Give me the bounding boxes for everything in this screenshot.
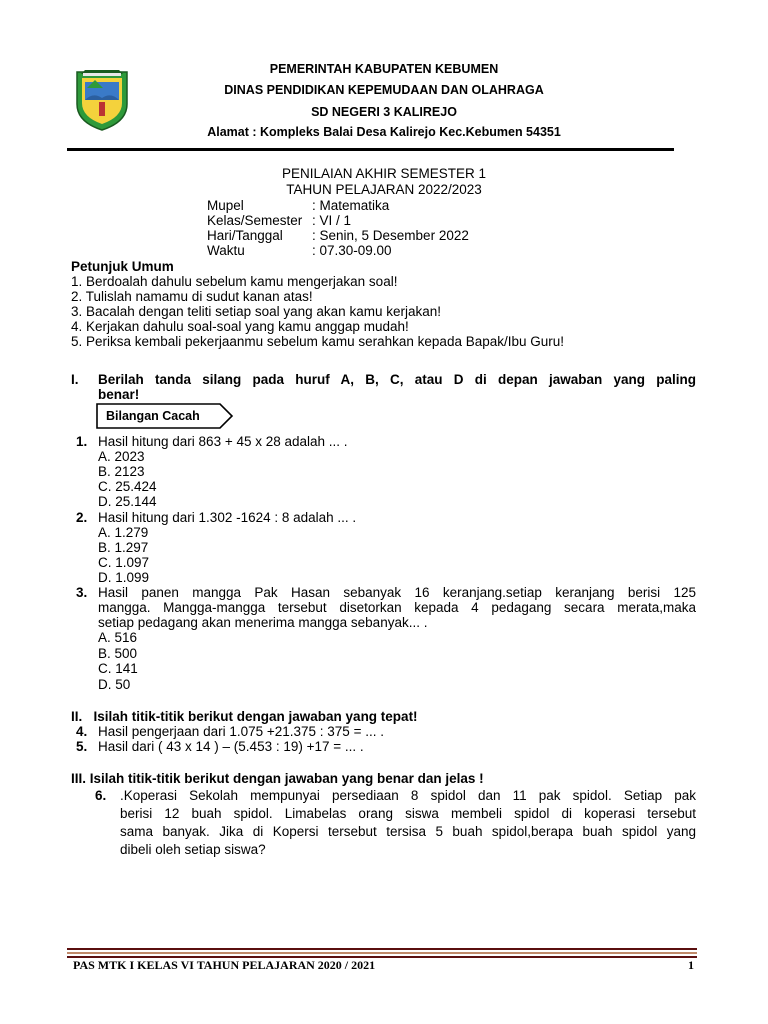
answer-option: A. 2023 <box>98 449 145 464</box>
instruction-item: 4. Kerjakan dahulu soal-soal yang kamu anggap mudah! <box>71 319 409 334</box>
answer-option: D. 25.144 <box>98 494 157 509</box>
instruction-item: 1. Berdoalah dahulu sebelum kamu mengerjakan soal! <box>71 274 398 289</box>
meta-value-subject: : Matematika <box>312 198 390 213</box>
answer-option: B. 500 <box>98 646 138 661</box>
instruction-item: 5. Periksa kembali pekerjaanmu sebelum kamu serahkan kepada Bapak/Ibu Guru! <box>71 334 565 349</box>
header-school: SD NEGERI 3 KALIREJO <box>311 105 457 119</box>
meta-value-date: : Senin, 5 Desember 2022 <box>312 228 469 243</box>
answer-option: A. 1.279 <box>98 525 149 540</box>
question-number: 6. <box>95 788 107 803</box>
answer-option: C. 25.424 <box>98 479 157 494</box>
header-department: DINAS PENDIDIKAN KEPEMUDAAN DAN OLAHRAGA <box>224 83 544 97</box>
header-address: Alamat : Kompleks Balai Desa Kalirejo Kec.Kebumen 54351 <box>207 125 561 139</box>
question-number: 5. <box>76 739 88 754</box>
instructions-heading: Petunjuk Umum <box>71 259 174 274</box>
meta-label-class: Kelas/Semester <box>207 213 303 228</box>
question-text: Hasil hitung dari 863 + 45 x 28 adalah ... . <box>98 434 348 449</box>
meta-value-class: : VI / 1 <box>312 213 352 228</box>
question-text: setiap pedagang akan menerima mangga sebanyak... . <box>98 615 428 630</box>
question-number: 2. <box>76 510 88 525</box>
answer-option: C. 1.097 <box>98 555 150 570</box>
instruction-item: 3. Bacalah dengan teliti setiap soal yang akan kamu kerjakan! <box>71 304 441 319</box>
question-text: Hasil panen mangga Pak Hasan sebanyak 16 keranjang.setiap keranjang berisi 125 <box>98 585 696 600</box>
topic-label: Bilangan Cacah <box>106 409 200 423</box>
answer-option: C. 141 <box>98 661 138 676</box>
question-number: 4. <box>76 724 88 739</box>
question-text: dibeli oleh setiap siswa? <box>120 842 266 857</box>
meta-label-time: Waktu <box>207 243 245 258</box>
answer-option: D. 1.099 <box>98 570 150 585</box>
meta-label-date: Hari/Tanggal <box>207 228 283 243</box>
meta-value-time: : 07.30-09.00 <box>312 243 392 258</box>
question-text: .Koperasi Sekolah mempunyai persediaan 8 spidol dan 11 pak spidol. Setiap pak <box>120 788 696 803</box>
section1-instruction-cont: benar! <box>98 387 140 402</box>
section3-heading: III. Isilah titik-titik berikut dengan jawaban yang benar dan jelas ! <box>71 771 484 786</box>
exam-title: PENILAIAN AKHIR SEMESTER 1 <box>281 166 487 181</box>
question-text: Hasil pengerjaan dari 1.075 +21.375 : 375 = ... . <box>98 724 384 739</box>
question-text: Hasil hitung dari 1.302 -1624 : 8 adalah ... . <box>98 510 357 525</box>
question-text: Hasil dari ( 43 x 14 ) – (5.453 : 19) +17 = ... . <box>98 739 364 754</box>
header-rule <box>67 148 674 151</box>
exam-year: TAHUN PELAJARAN 2022/2023 <box>286 182 482 197</box>
instruction-item: 2. Tulislah namamu di sudut kanan atas! <box>71 289 313 304</box>
meta-label-subject: Mupel <box>207 198 244 213</box>
question-text: sama banyak. Jika di Kopersi tersebut tersisa 5 buah spidol,berapa buah spidol yang <box>120 824 696 839</box>
section1-instruction: Berilah tanda silang pada huruf A, B, C, atau D di depan jawaban yang paling <box>98 372 696 387</box>
footer-text: PAS MTK I KELAS VI TAHUN PELAJARAN 2020 / 2021 <box>73 958 376 972</box>
section1-number: I. <box>71 372 79 387</box>
page-number: 1 <box>688 958 694 972</box>
answer-option: B. 1.297 <box>98 540 149 555</box>
section2-heading: II. Isilah titik-titik berikut dengan jawaban yang tepat! <box>71 709 418 724</box>
answer-option: A. 516 <box>98 630 138 645</box>
question-text: mangga. Mangga-mangga tersebut disetorkan kepada 4 pedagang secara merata,maka <box>98 600 696 615</box>
question-number: 3. <box>76 585 88 600</box>
answer-option: D. 50 <box>98 677 131 692</box>
question-text: berisi 12 buah spidol. Limabelas orang siswa membeli spidol di koperasi tersebut <box>120 806 696 821</box>
header-government: PEMERINTAH KABUPATEN KEBUMEN <box>269 62 499 76</box>
question-number: 1. <box>76 434 88 449</box>
answer-option: B. 2123 <box>98 464 145 479</box>
